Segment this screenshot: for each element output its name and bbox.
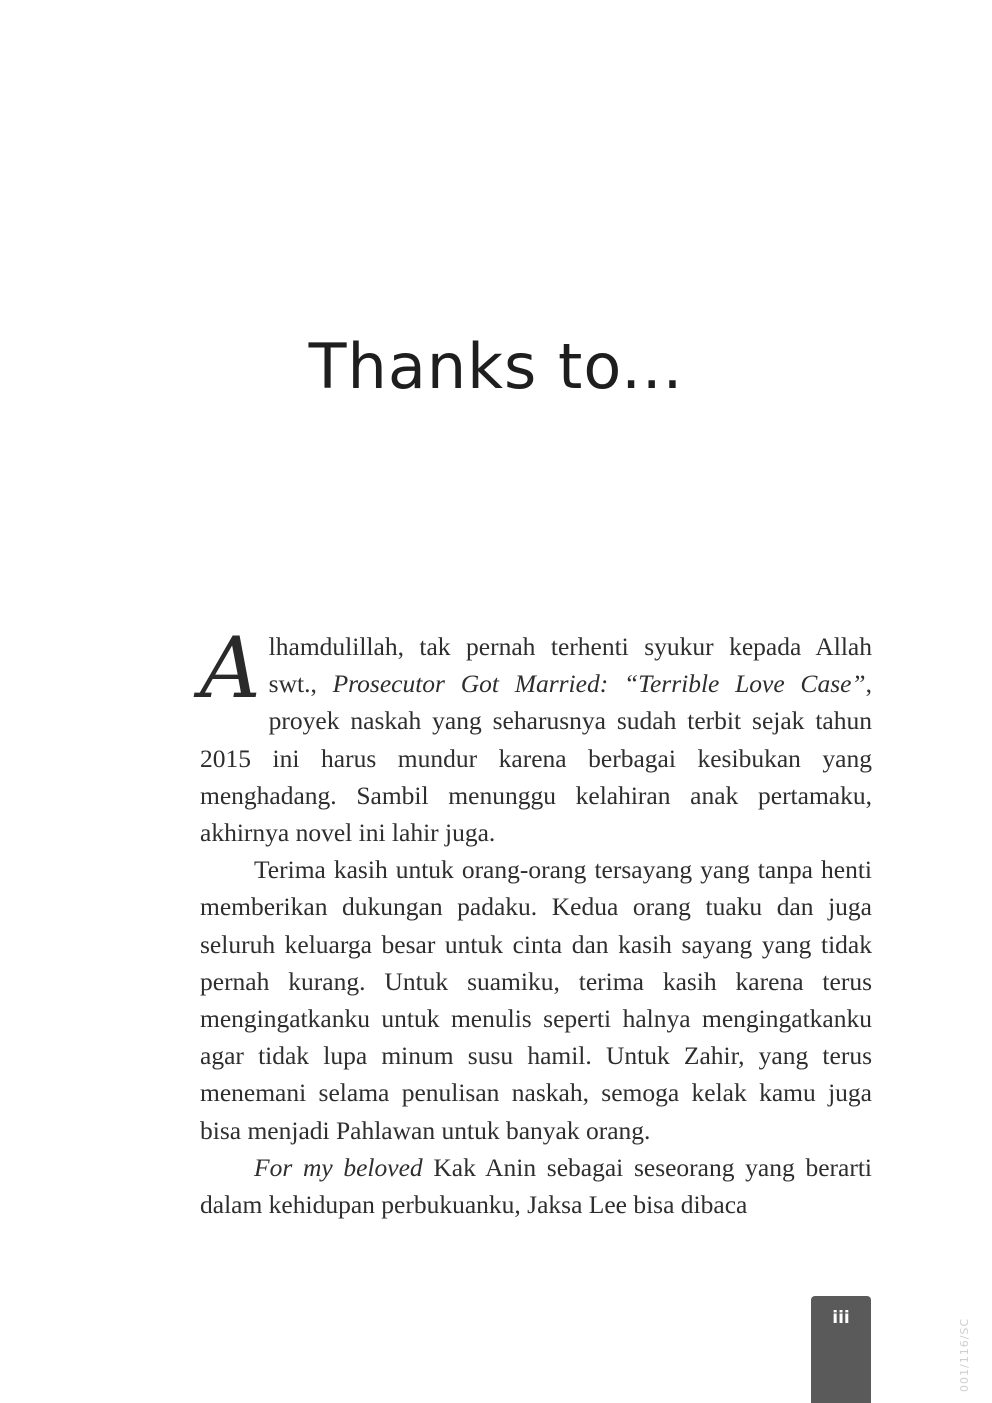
paragraph-3-text: Kak Anin sebagai seseorang yang berarti dalam kehidupan perbukuanku, Jaksa Lee bisa dibaca — [200, 1152, 872, 1220]
paragraph-1 — [200, 619, 872, 851]
side-code: 001/116/SC — [958, 1317, 971, 1392]
page-number: iii — [832, 1308, 850, 1328]
paragraph-3 — [200, 1149, 872, 1223]
paragraph-1-text-b: , proyek naskah yang seharusnya sudah terbit sejak tahun 2015 ini harus mundur karena berbagai kesibukan yang menghadang. Sambil menunggu kelahiran anak pertamaku, akhirnya novel ini lahir juga. — [200, 669, 872, 848]
body-text — [200, 619, 872, 1223]
paragraph-2: Terima kasih untuk orang-orang tersayang yang tanpa henti memberikan dukungan padaku. Kedua orang tuaku dan juga seluruh keluarga besar untuk cinta dan kasih sayang yang tidak pernah kurang. Untuk suamiku, terima kasih karena terus mengingatkanku untuk menulis seperti halnya mengingatkanku agar tidak lupa minum susu hamil. Untuk Zahir, yang terus menemani selama penulisan naskah, semoga kelak kamu juga bisa menjadi Pahlawan untuk banyak orang. — [200, 855, 872, 1145]
drop-cap: A — [200, 619, 261, 717]
page-number-tab — [811, 1296, 871, 1403]
paragraph-1-text-a: lhamdulillah, tak pernah terhenti syukur kepada Allah swt., — [268, 632, 872, 699]
page-heading: Thanks to... — [308, 329, 684, 403]
paragraph-3-italic: For my beloved — [254, 1152, 423, 1182]
book-title: Prosecutor Got Married: “Terrible Love Case” — [332, 669, 866, 699]
